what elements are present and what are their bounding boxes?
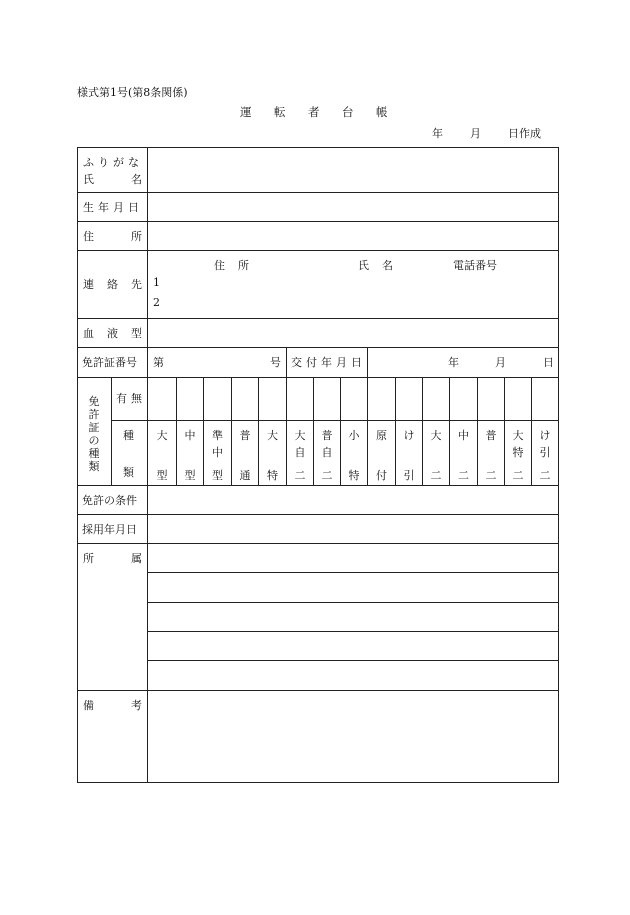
remarks-field[interactable] xyxy=(148,691,558,782)
remarks-label-left: 備 xyxy=(83,699,94,712)
type-char: 特 xyxy=(348,469,360,482)
type-char: 二 xyxy=(539,469,551,482)
type-char: 二 xyxy=(485,469,497,482)
license-types-char: 証 xyxy=(88,421,100,434)
issue-year: 年 xyxy=(448,356,459,369)
title-char: 帳 xyxy=(376,105,388,119)
type-char: 大 xyxy=(156,429,168,442)
license-type-semi-medium xyxy=(204,430,231,480)
presence-cell[interactable] xyxy=(232,378,258,420)
blood-type-label-2: 液 xyxy=(107,327,118,340)
type-char: 特 xyxy=(512,446,524,459)
blood-type-label-3: 型 xyxy=(131,327,142,340)
name-field[interactable] xyxy=(148,148,558,192)
title-char: 者 xyxy=(308,105,320,119)
type-char: 型 xyxy=(156,469,168,482)
birthdate-field[interactable] xyxy=(148,193,558,221)
address-field[interactable] xyxy=(148,222,558,250)
type-char: 二 xyxy=(294,469,306,482)
remarks-label-right: 考 xyxy=(131,699,142,712)
presence-cell[interactable] xyxy=(505,378,531,420)
presence-cell[interactable] xyxy=(396,378,422,420)
birthdate-label: 生年月日 xyxy=(83,201,143,214)
presence-cell[interactable] xyxy=(368,378,395,420)
title-char: 台 xyxy=(342,105,354,119)
contact-col-name-2: 名 xyxy=(382,259,393,272)
license-number-suffix: 号 xyxy=(270,356,281,369)
type-char: 小 xyxy=(348,429,360,442)
address-label-left: 住 xyxy=(83,230,94,243)
contact-col-name-1: 氏 xyxy=(358,259,369,272)
license-type-ordinary xyxy=(232,430,258,480)
type-char: 二 xyxy=(458,469,469,482)
presence-cell[interactable] xyxy=(259,378,286,420)
presence-cell[interactable] xyxy=(532,378,558,420)
type-char: 準 xyxy=(212,429,223,442)
affiliation-field[interactable] xyxy=(148,544,558,690)
type-char: 引 xyxy=(539,446,551,459)
type-char: 特 xyxy=(267,469,278,482)
title-char: 運 xyxy=(240,105,252,119)
license-number-prefix: 第 xyxy=(153,356,164,369)
contact-col-phone: 電話番号 xyxy=(453,259,497,272)
type-char: 中 xyxy=(212,446,223,459)
license-type-medium xyxy=(177,430,203,480)
address-label-right: 所 xyxy=(131,230,142,243)
creation-month: 月 xyxy=(470,127,481,140)
contact-label-3: 先 xyxy=(131,278,142,291)
issue-day: 日 xyxy=(543,356,554,369)
type-char: 大 xyxy=(512,429,524,442)
presence-label: 有無 xyxy=(116,392,146,405)
license-type-moped xyxy=(368,430,395,480)
name-label-right: 名 xyxy=(131,173,142,186)
issue-month: 月 xyxy=(495,356,506,369)
license-type-small-special xyxy=(341,430,367,480)
type-char: 大 xyxy=(430,429,442,442)
license-types-char: 許 xyxy=(88,408,100,421)
creation-year: 年 xyxy=(432,127,443,140)
license-types-char: の xyxy=(88,434,100,447)
license-type-towing-class2 xyxy=(532,430,558,480)
presence-cell[interactable] xyxy=(450,378,477,420)
contact-col-address-2: 所 xyxy=(238,259,249,272)
license-type-large-class2 xyxy=(423,430,449,480)
license-conditions-field[interactable] xyxy=(148,486,558,514)
blood-type-label-1: 血 xyxy=(83,327,94,340)
presence-cell[interactable] xyxy=(341,378,367,420)
type-char: 普 xyxy=(239,429,251,442)
contact-label-2: 絡 xyxy=(107,278,118,291)
license-types-char: 類 xyxy=(88,460,100,473)
type-char: 大 xyxy=(294,429,306,442)
license-number-label: 免許証番号 xyxy=(82,356,137,369)
type-char: 自 xyxy=(321,446,333,459)
blood-type-field[interactable] xyxy=(148,319,558,347)
type-char: 中 xyxy=(458,429,469,442)
type-char: 型 xyxy=(184,469,196,482)
license-type-large-motorcycle xyxy=(287,430,313,480)
type-char: 普 xyxy=(321,429,333,442)
type-char: 型 xyxy=(212,469,223,482)
license-type-large-special xyxy=(259,430,286,480)
type-char: け xyxy=(403,429,415,442)
affiliation-label-left: 所 xyxy=(83,552,94,565)
contact-line-2: 2 xyxy=(153,296,160,309)
type-char: 大 xyxy=(267,429,278,442)
presence-cell[interactable] xyxy=(148,378,176,420)
type-char: 二 xyxy=(512,469,524,482)
license-type-ordinary-motorcycle xyxy=(314,430,340,480)
type-char: 二 xyxy=(430,469,442,482)
contact-label-1: 連 xyxy=(83,278,94,291)
presence-cell[interactable] xyxy=(423,378,449,420)
license-types-label xyxy=(87,395,101,473)
contact-col-address-1: 住 xyxy=(214,259,225,272)
title-char: 転 xyxy=(274,105,286,119)
form-number: 様式第1号(第8条関係) xyxy=(77,86,188,99)
type-char: 原 xyxy=(376,429,387,442)
type-label-bottom: 類 xyxy=(123,466,134,479)
license-type-towing xyxy=(396,430,422,480)
presence-cell[interactable] xyxy=(287,378,313,420)
license-types-char: 種 xyxy=(88,447,100,460)
type-char: 付 xyxy=(376,469,387,482)
contact-line-1: 1 xyxy=(153,276,160,289)
type-char: 引 xyxy=(403,469,415,482)
type-char: 自 xyxy=(294,446,306,459)
type-char: 普 xyxy=(485,429,497,442)
license-type-ordinary-class2 xyxy=(478,430,504,480)
license-type-large xyxy=(148,430,176,480)
issue-date-label: 交付年月日 xyxy=(291,356,366,369)
furigana-label: ふりがな xyxy=(83,156,143,169)
name-label-left: 氏 xyxy=(83,173,94,186)
presence-cell[interactable] xyxy=(177,378,203,420)
type-char: 二 xyxy=(321,469,333,482)
creation-day: 日作成 xyxy=(508,127,541,140)
type-label-top: 種 xyxy=(123,429,134,442)
license-conditions-label: 免許の条件 xyxy=(82,494,137,507)
hire-date-label: 採用年月日 xyxy=(82,523,137,536)
license-types-char: 免 xyxy=(88,395,100,408)
type-char: 通 xyxy=(239,469,251,482)
hire-date-field[interactable] xyxy=(148,515,558,543)
presence-cell[interactable] xyxy=(478,378,504,420)
type-char: 中 xyxy=(184,429,196,442)
presence-cell[interactable] xyxy=(314,378,340,420)
affiliation-label-right: 属 xyxy=(131,552,142,565)
type-char: け xyxy=(539,429,551,442)
license-type-medium-class2 xyxy=(450,430,477,480)
presence-cell[interactable] xyxy=(204,378,231,420)
license-type-large-special-class2 xyxy=(505,430,531,480)
